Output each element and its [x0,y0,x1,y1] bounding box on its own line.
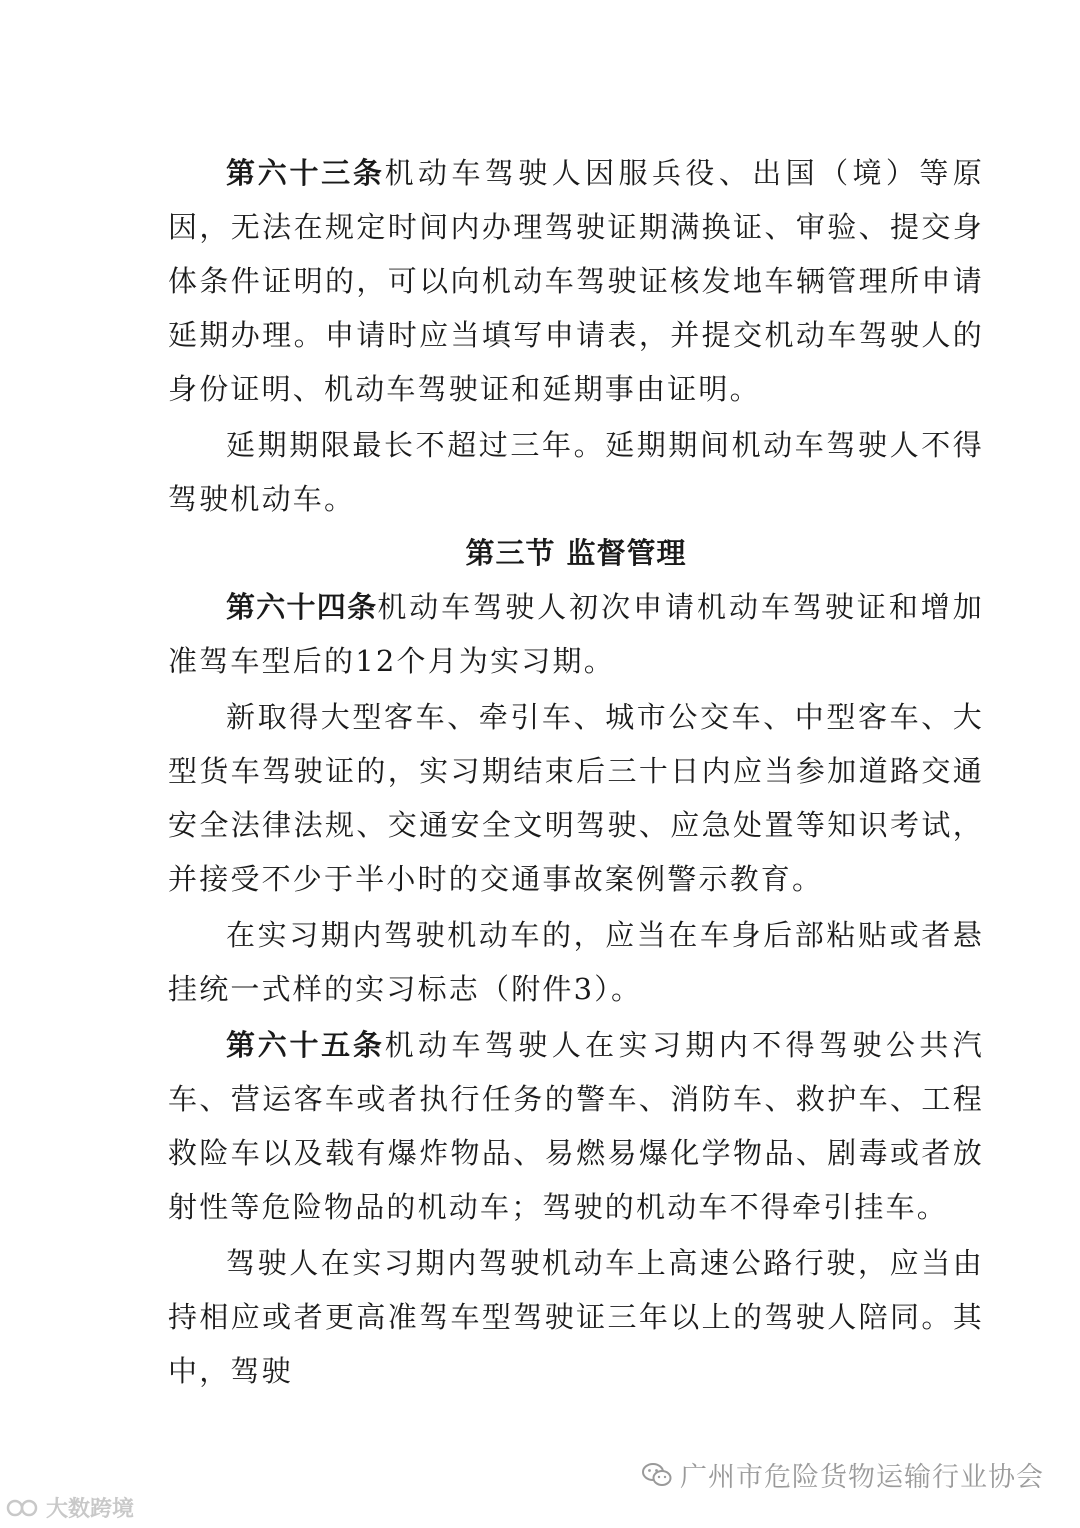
highway-paragraph: 驾驶人在实习期内驾驶机动车上高速公路行驶，应当由持相应或者更高准驾车型驾驶证三年以上的驾驶人陪同。其中，驾驶 [168,1246,984,1388]
article-63-paragraph [168,146,984,416]
footer-watermark [642,1455,1044,1494]
article-65-paragraph [168,1018,984,1234]
large-vehicle-paragraph: 新取得大型客车、牵引车、城市公交车、中型客车、大型货车驾驶证的，实习期结束后三十日内应当参加道路交通安全法律法规、交通安全文明驾驶、应急处置等知识考试，并接受不少于半小时的交通事故案例警示教育。 [168,700,984,896]
footer-account-name: 广州市危险货物运输行业协会 [680,1462,1044,1493]
article-64-text: 机动车驾驶人初次申请机动车驾驶证和增加准驾车型后的12个月为实习期。 [168,590,984,678]
article-65-label: 第六十五条 [226,1028,385,1062]
article-64-label: 第六十四条 [226,590,378,624]
corner-logo-icon [6,1496,40,1520]
extension-limit-paragraph: 延期期限最长不超过三年。延期期间机动车驾驶人不得驾驶机动车。 [168,428,984,516]
article-65-text: 机动车驾驶人在实习期内不得驾驶公共汽车、营运客车或者执行任务的警车、消防车、救护车、工程救险车以及载有爆炸物品、易燃易爆化学物品、剧毒或者放射性等危险物品的机动车；驾驶的机动车不得牵引挂车。 [168,1028,984,1224]
document-page [168,146,984,1398]
article-63-text: 机动车驾驶人因服兵役、出国（境）等原因，无法在规定时间内办理驾驶证期满换证、审验、提交身体条件证明的，可以向机动车驾驶证核发地车辆管理所申请延期办理。申请时应当填写申请表，并提交机动车驾驶人的身份证明、机动车驾驶证和延期事由证明。 [168,156,984,406]
wechat-icon [642,1462,672,1488]
article-63-label: 第六十三条 [226,156,385,190]
corner-watermark-text: 大数跨境 [46,1497,135,1522]
intern-sign-paragraph: 在实习期内驾驶机动车的，应当在车身后部粘贴或者悬挂统一式样的实习标志（附件3）。 [168,918,984,1006]
article-64-paragraph [168,580,984,688]
corner-watermark [6,1492,134,1523]
section-title: 第三节 监督管理 [465,536,687,570]
